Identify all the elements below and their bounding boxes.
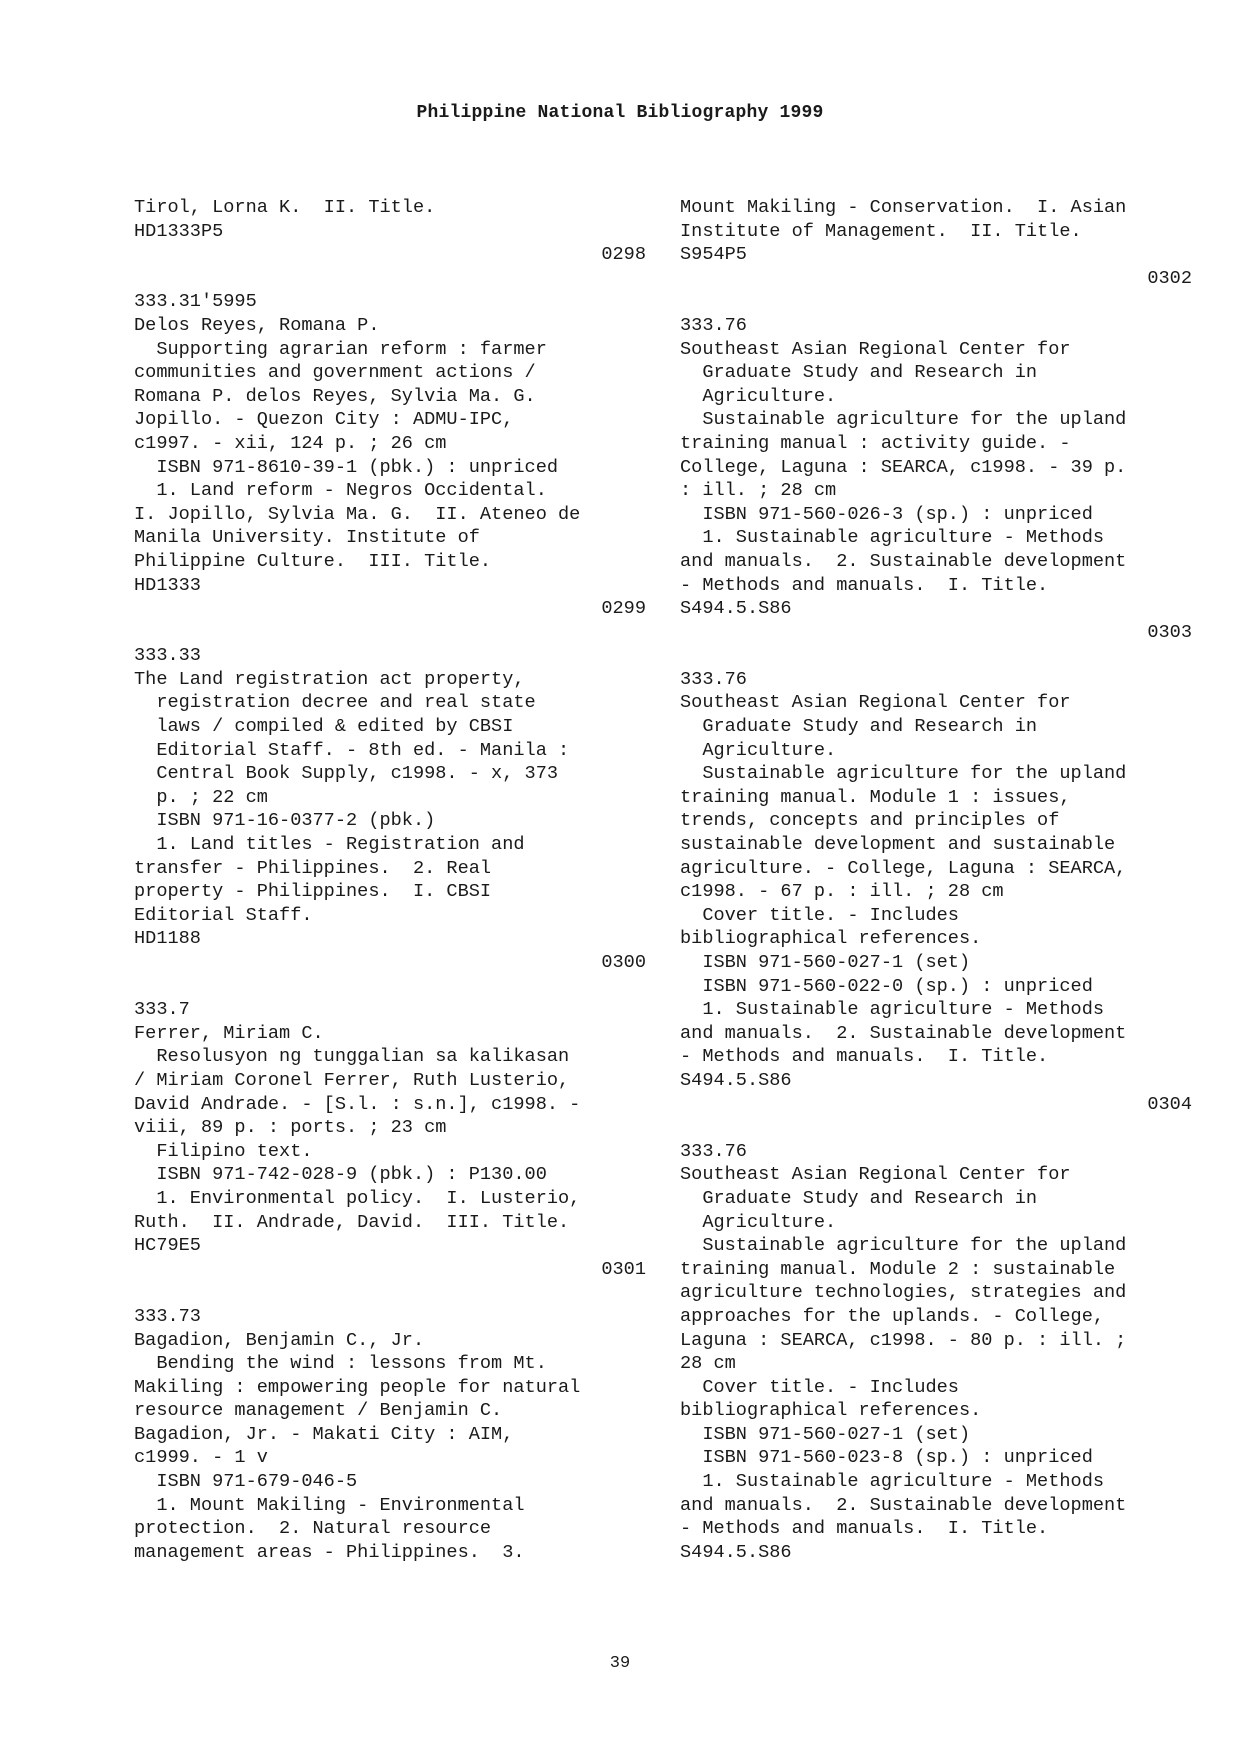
entry-line: and manuals. 2. Sustainable development	[680, 1022, 1127, 1044]
entry-line: c1999. - 1 v	[134, 1447, 268, 1469]
entry-line: viii, 89 p. : ports. ; 23 cm	[134, 1117, 447, 1139]
bibliography-entry	[134, 290, 646, 620]
entry-line: ISBN 971-560-026-3 (sp.) : unpriced	[680, 503, 1093, 525]
entry-line: agriculture. - College, Laguna : SEARCA,	[680, 857, 1127, 879]
entry-number: 0300	[601, 952, 646, 973]
entry-line: 333.33	[134, 645, 201, 667]
entry-line: HD1333P5	[134, 220, 224, 242]
entry-line: 333.7	[134, 999, 190, 1021]
entry-line: Jopillo. - Quezon City : ADMU-IPC,	[134, 409, 514, 431]
entry-line: training manual. Module 2 : sustainable	[680, 1258, 1116, 1280]
entry-line: Agriculture.	[680, 385, 837, 407]
entry-line: S494.5.S86	[680, 598, 792, 620]
entry-line: 333.76	[680, 668, 747, 690]
bibliography-entry	[680, 314, 1192, 644]
entry-line: 333.76	[680, 1140, 747, 1162]
entry-line: Bagadion, Jr. - Makati City : AIM,	[134, 1423, 514, 1445]
entry-line: agriculture technologies, strategies and	[680, 1282, 1127, 1304]
entry-line: 1. Mount Makiling - Environmental	[134, 1494, 525, 1516]
entry-number: 0299	[601, 598, 646, 620]
page-number: 39	[609, 1654, 631, 1673]
entry-line: Cover title. - Includes	[680, 1376, 959, 1398]
entry-line: 1. Sustainable agriculture - Methods	[680, 527, 1105, 549]
entry-line: Institute of Management. II. Title.	[680, 220, 1082, 242]
entry-line: resource management / Benjamin C.	[134, 1400, 503, 1422]
entry-line: : ill. ; 28 cm	[680, 480, 837, 502]
entry-line: protection. 2. Natural resource	[134, 1518, 492, 1540]
entry-line: 333.31'5995	[134, 291, 257, 313]
entry-line: Manila University. Institute of	[134, 527, 480, 549]
entry-line: 1. Land titles - Registration and	[134, 834, 525, 856]
entry-line: Graduate Study and Research in	[680, 362, 1038, 384]
entry-line: Filipino text.	[134, 1140, 313, 1162]
entry-line: training manual : activity guide. -	[680, 432, 1071, 454]
entry-line: Cover title. - Includes	[680, 904, 959, 926]
bibliography-entry	[134, 998, 646, 1281]
entry-number: 0298	[601, 244, 646, 266]
bibliography-entry	[134, 196, 646, 267]
entry-line: ISBN 971-679-046-5	[134, 1471, 358, 1493]
entry-number: 0302	[1147, 267, 1192, 289]
entry-line: ISBN 971-560-023-8 (sp.) : unpriced	[680, 1447, 1093, 1469]
bibliography-entry	[134, 1305, 646, 1565]
entry-line: 28 cm	[680, 1353, 736, 1375]
entry-line: management areas - Philippines. 3.	[134, 1541, 525, 1563]
bibliography-entry	[680, 1140, 1192, 1565]
entry-line: 1. Sustainable agriculture - Methods	[680, 999, 1105, 1021]
entry-line: 1. Environmental policy. I. Lusterio,	[134, 1187, 581, 1209]
entry-line: bibliographical references.	[680, 928, 982, 950]
entry-line: transfer - Philippines. 2. Real	[134, 857, 492, 879]
bibliography-entry	[680, 196, 1192, 290]
entry-line: The Land registration act property,	[134, 668, 525, 690]
entry-line: Sustainable agriculture for the upland	[680, 763, 1127, 785]
entry-line: Supporting agrarian reform : farmer	[134, 338, 547, 360]
entry-line: c1997. - xii, 124 p. ; 26 cm	[134, 432, 447, 454]
page-title: Philippine National Bibliography 1999	[416, 103, 824, 123]
entry-number: 0304	[1147, 1093, 1192, 1115]
entry-number: 0303	[1147, 621, 1192, 643]
entry-line: ISBN 971-560-022-0 (sp.) : unpriced	[680, 975, 1093, 997]
entry-line: Editorial Staff.	[134, 904, 313, 926]
entry-number: 0301	[601, 1258, 646, 1280]
entry-line: Ferrer, Miriam C.	[134, 1022, 324, 1044]
entry-line: Southeast Asian Regional Center for	[680, 338, 1071, 360]
entry-line: ISBN 971-8610-39-1 (pbk.) : unpriced	[134, 456, 559, 478]
left-column	[134, 196, 646, 1588]
entry-line: Agriculture.	[680, 1211, 837, 1233]
entry-line: Southeast Asian Regional Center for	[680, 1164, 1071, 1186]
entry-line: Tirol, Lorna K. II. Title.	[134, 197, 436, 218]
entry-line: Central Book Supply, c1998. - x, 373	[134, 763, 559, 785]
entry-line: HC79E5	[134, 1235, 201, 1257]
entry-line: HD1333	[134, 574, 201, 596]
entry-line: training manual. Module 1 : issues,	[680, 786, 1071, 808]
entry-line: c1998. - 67 p. : ill. ; 28 cm	[680, 881, 1004, 903]
entry-line: 333.76	[680, 314, 747, 336]
entry-line: and manuals. 2. Sustainable development	[680, 1494, 1127, 1516]
entry-line: Mount Makiling - Conservation. I. Asian	[680, 197, 1127, 218]
entry-line: Sustainable agriculture for the upland	[680, 409, 1127, 431]
entry-line: / Miriam Coronel Ferrer, Ruth Lusterio,	[134, 1069, 570, 1091]
entry-line: Sustainable agriculture for the upland	[680, 1235, 1127, 1257]
entry-line: Southeast Asian Regional Center for	[680, 692, 1071, 714]
entry-line: Agriculture.	[680, 739, 837, 761]
entry-line: 1. Land reform - Negros Occidental.	[134, 480, 547, 502]
entry-line: approaches for the uplands. - College,	[680, 1305, 1105, 1327]
right-column	[680, 196, 1192, 1588]
entry-line: property - Philippines. I. CBSI	[134, 881, 492, 903]
bibliography-entry	[134, 644, 646, 974]
entry-line: Resolusyon ng tunggalian sa kalikasan	[134, 1046, 570, 1068]
entry-line: ISBN 971-560-027-1 (set)	[680, 952, 971, 973]
entry-line: Bagadion, Benjamin C., Jr.	[134, 1329, 425, 1351]
entry-line: trends, concepts and principles of	[680, 810, 1060, 832]
entry-line: Bending the wind : lessons from Mt.	[134, 1353, 547, 1375]
entry-line: Graduate Study and Research in	[680, 716, 1038, 738]
entry-line: ISBN 971-560-027-1 (set)	[680, 1423, 971, 1445]
entry-line: - Methods and manuals. I. Title.	[680, 1518, 1049, 1540]
entry-line: I. Jopillo, Sylvia Ma. G. II. Ateneo de	[134, 503, 581, 525]
entry-line: S494.5.S86	[680, 1069, 792, 1091]
entry-line: ISBN 971-16-0377-2 (pbk.)	[134, 810, 436, 832]
entry-line: Romana P. delos Reyes, Sylvia Ma. G.	[134, 385, 536, 407]
entry-line: Makiling : empowering people for natural	[134, 1376, 581, 1398]
entry-line: 333.73	[134, 1305, 201, 1327]
entry-line: Ruth. II. Andrade, David. III. Title.	[134, 1211, 570, 1233]
entry-line: - Methods and manuals. I. Title.	[680, 1046, 1049, 1068]
entry-line: - Methods and manuals. I. Title.	[680, 574, 1049, 596]
entry-line: College, Laguna : SEARCA, c1998. - 39 p.	[680, 456, 1127, 478]
entry-line: Editorial Staff. - 8th ed. - Manila :	[134, 739, 570, 761]
entry-line: sustainable development and sustainable	[680, 834, 1116, 856]
entry-line: bibliographical references.	[680, 1400, 982, 1422]
entry-line: Laguna : SEARCA, c1998. - 80 p. : ill. ;	[680, 1329, 1127, 1351]
entry-line: HD1188	[134, 928, 201, 950]
entry-line: registration decree and real state	[134, 692, 536, 714]
entry-line: Delos Reyes, Romana P.	[134, 314, 380, 336]
entry-line: ISBN 971-742-028-9 (pbk.) : P130.00	[134, 1164, 547, 1186]
entry-line: communities and government actions /	[134, 362, 536, 384]
entry-line: 1. Sustainable agriculture - Methods	[680, 1471, 1105, 1493]
entry-line: S494.5.S86	[680, 1541, 792, 1563]
entry-line: p. ; 22 cm	[134, 786, 268, 808]
entry-line: laws / compiled & edited by CBSI	[134, 716, 514, 738]
entry-line: David Andrade. - [S.l. : s.n.], c1998. -	[134, 1093, 581, 1115]
bibliography-entry	[680, 668, 1192, 1116]
entry-line: Philippine Culture. III. Title.	[134, 550, 492, 572]
entry-line: S954P5	[680, 244, 747, 266]
entry-line: and manuals. 2. Sustainable development	[680, 550, 1127, 572]
entry-line: Graduate Study and Research in	[680, 1187, 1038, 1209]
